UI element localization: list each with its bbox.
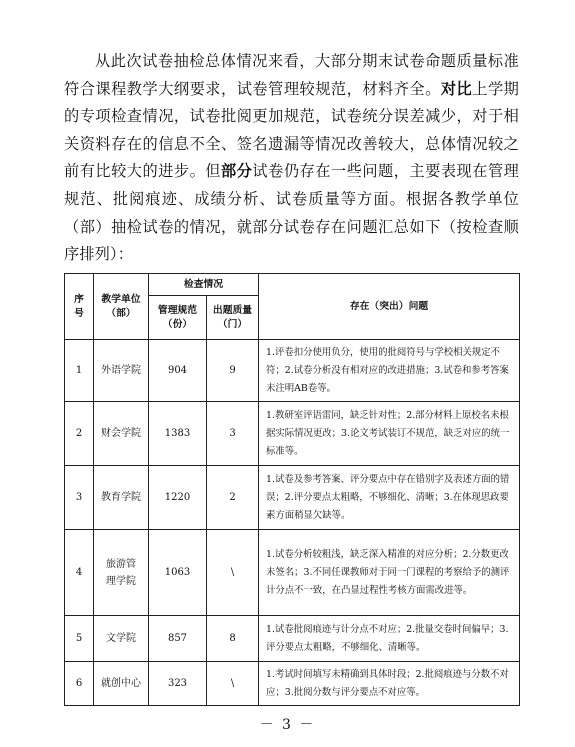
row-mgmt: 904 [149,340,207,402]
table-row [65,616,520,662]
intro-bold-2: 部分 [221,162,253,181]
row-quality: 9 [207,340,259,402]
table-row [65,530,520,616]
header-unit: 教学单位（部） [94,274,149,340]
intro-text-1: 从此次试卷抽检总体情况来看，大部分期末试卷命题质量标准符合课程教学大纲要求，试卷管理较规范，材料齐全。 [64,52,519,98]
row-issues: 1.教研室评语雷同，缺乏针对性；2.部分材料上原校名未根据实际情况更改；3.论文考试装订不规范，缺乏对应的统一标准等。 [259,402,520,466]
row-no: 2 [65,402,94,466]
row-issues: 1.试卷及参考答案、评分要点中存在错别字及表述方面的错误；2.评分要点太粗略，不够细化、清晰；3.在体现思政要素方面稍显欠缺等。 [259,466,520,530]
row-no: 1 [65,340,94,402]
inspection-table [64,273,520,706]
row-unit: 财会学院 [94,402,149,466]
row-quality: 8 [207,616,259,662]
row-mgmt: 1063 [149,530,207,616]
table-row [65,466,520,530]
header-check: 检查情况 [149,274,259,296]
intro-bold-1: 对比 [440,79,473,98]
header-quality: 出题质量（门） [207,296,259,340]
row-mgmt: 323 [149,662,207,706]
row-no: 3 [65,466,94,530]
row-quality: 2 [207,466,259,530]
row-no: 4 [65,530,94,616]
row-issues: 1.评卷扣分使用负分，使用的批阅符号与学校相关规定不符；2.试卷分析没有相对应的改进措施；3.试卷和参考答案未注明AB卷等。 [259,340,520,402]
row-unit: 就创中心 [94,662,149,706]
row-quality: \ [207,662,259,706]
header-issues: 存在（突出）问题 [259,274,520,340]
row-unit: 旅游管理学院 [94,530,149,616]
row-unit: 文学院 [94,616,149,662]
row-mgmt: 1220 [149,466,207,530]
row-quality: \ [207,530,259,616]
row-unit: 外语学院 [94,340,149,402]
row-issues: 1.试卷批阅痕迹与计分点不对应；2.批量交卷时间偏早；3.评分要点太粗略，不够细化、清晰等。 [259,616,520,662]
row-mgmt: 857 [149,616,207,662]
row-issues: 1.试卷分析较粗浅，缺乏深入精准的对应分析；2.分数更改未签名；3.不同任课教师对于同一门课程的考察给予的测评计分点不一致，在凸显过程性考核方面需改进等。 [259,530,520,616]
intro-paragraph [64,48,519,269]
row-quality: 3 [207,402,259,466]
row-no: 5 [65,616,94,662]
table-row [65,662,520,706]
row-no: 6 [65,662,94,706]
intro-text-2: 上学期的专项检查情况，试卷批阅更加规范，试卷统分误差减少，对于相关资料存在的信息不全、签名遗漏等情况改善较大，总体情况较之前有比较大的进步。但 [64,79,519,181]
row-issues: 1.考试时间填写未精确到具体时段；2.批阅痕迹与分数不对应；3.批阅分数与评分要点不对应等。 [259,662,520,706]
page-number: － 3 － [259,717,316,733]
header-mgmt: 管理规范（份） [149,296,207,340]
table-row [65,402,520,466]
header-no: 序号 [65,274,94,340]
row-mgmt: 1383 [149,402,207,466]
intro-text-3: 试卷仍存在一些问题，主要表现在管理规范、批阅痕迹、成绩分析、试卷质量等方面。根据各教学单位（部）抽检试卷的情况，就部分试卷存在问题汇总如下（按检查顺序排列）： [64,162,519,264]
row-unit: 教育学院 [94,466,149,530]
table-row [65,340,520,402]
